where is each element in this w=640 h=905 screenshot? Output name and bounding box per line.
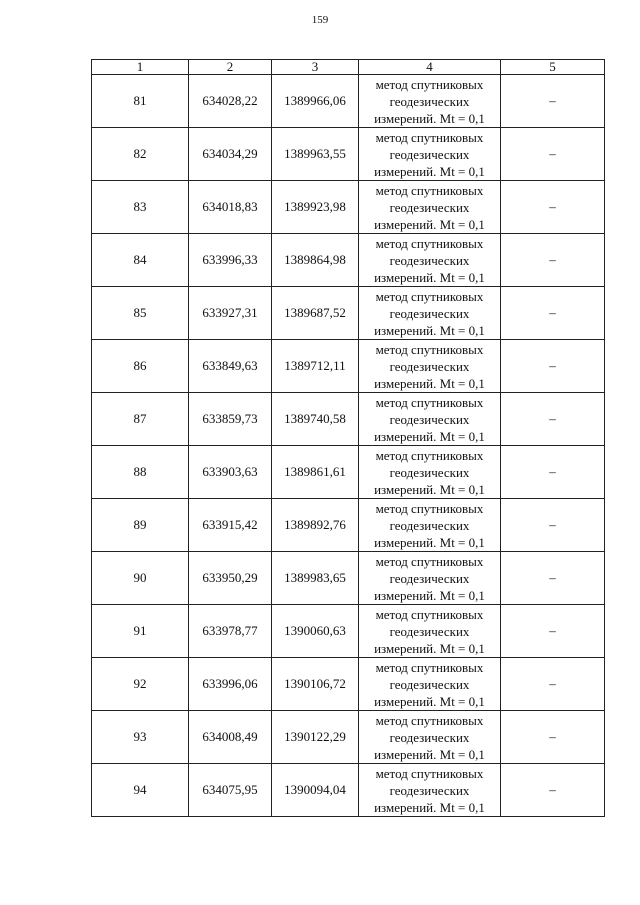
note-cell: – xyxy=(501,234,605,287)
method-line: измерений. Mt = 0,1 xyxy=(374,799,485,815)
method-line: метод спутниковых xyxy=(375,606,484,622)
method-line: измерений. Mt = 0,1 xyxy=(374,322,485,338)
y-coordinate-cell: 1389963,55 xyxy=(272,128,359,181)
method-line: метод спутниковых xyxy=(375,76,484,92)
method-line: метод спутниковых xyxy=(375,182,484,198)
method-line: геодезических xyxy=(389,358,470,374)
y-coordinate-cell: 1389861,61 xyxy=(272,446,359,499)
table-header xyxy=(92,60,605,75)
method-line: геодезических xyxy=(389,570,470,586)
method-line: измерений. Mt = 0,1 xyxy=(374,746,485,762)
point-number-cell: 90 xyxy=(92,552,189,605)
point-number-cell: 84 xyxy=(92,234,189,287)
x-coordinate-cell: 634075,95 xyxy=(189,764,272,817)
method-line: измерений. Mt = 0,1 xyxy=(374,428,485,444)
x-coordinate-cell: 633927,31 xyxy=(189,287,272,340)
method-line: геодезических xyxy=(389,199,470,215)
method-line: метод спутниковых xyxy=(375,553,484,569)
y-coordinate-cell: 1390060,63 xyxy=(272,605,359,658)
note-cell: – xyxy=(501,658,605,711)
method-line: метод спутниковых xyxy=(375,394,484,410)
method-line: измерений. Mt = 0,1 xyxy=(374,163,485,179)
method-cell xyxy=(359,658,501,711)
table-row xyxy=(92,711,605,764)
header-row xyxy=(92,60,605,75)
method-line: геодезических xyxy=(389,517,470,533)
method-cell xyxy=(359,128,501,181)
method-line: геодезических xyxy=(389,411,470,427)
method-line: метод спутниковых xyxy=(375,341,484,357)
y-coordinate-cell: 1389923,98 xyxy=(272,181,359,234)
point-number-cell: 94 xyxy=(92,764,189,817)
point-number-cell: 92 xyxy=(92,658,189,711)
method-line: измерений. Mt = 0,1 xyxy=(374,640,485,656)
table-body xyxy=(92,75,605,817)
note-cell: – xyxy=(501,711,605,764)
header-col-3: 3 xyxy=(272,60,359,75)
y-coordinate-cell: 1389983,65 xyxy=(272,552,359,605)
page-number: 159 xyxy=(311,14,329,26)
method-line: геодезических xyxy=(389,782,470,798)
y-coordinate-cell: 1389740,58 xyxy=(272,393,359,446)
y-coordinate-cell: 1390122,29 xyxy=(272,711,359,764)
table-row xyxy=(92,287,605,340)
method-cell xyxy=(359,340,501,393)
x-coordinate-cell: 634008,49 xyxy=(189,711,272,764)
y-coordinate-cell: 1389712,11 xyxy=(272,340,359,393)
method-line: измерений. Mt = 0,1 xyxy=(374,587,485,603)
x-coordinate-cell: 633996,06 xyxy=(189,658,272,711)
method-line: измерений. Mt = 0,1 xyxy=(374,481,485,497)
point-number-cell: 93 xyxy=(92,711,189,764)
note-cell: – xyxy=(501,75,605,128)
y-coordinate-cell: 1389864,98 xyxy=(272,234,359,287)
method-line: геодезических xyxy=(389,305,470,321)
table-row xyxy=(92,340,605,393)
method-cell xyxy=(359,499,501,552)
method-line: геодезических xyxy=(389,252,470,268)
method-line: геодезических xyxy=(389,146,470,162)
table-row xyxy=(92,764,605,817)
x-coordinate-cell: 634018,83 xyxy=(189,181,272,234)
coordinates-table xyxy=(91,59,605,817)
table-row xyxy=(92,446,605,499)
point-number-cell: 89 xyxy=(92,499,189,552)
table-row xyxy=(92,605,605,658)
method-line: метод спутниковых xyxy=(375,500,484,516)
note-cell: – xyxy=(501,128,605,181)
method-cell xyxy=(359,181,501,234)
method-line: измерений. Mt = 0,1 xyxy=(374,375,485,391)
table-row xyxy=(92,499,605,552)
method-line: метод спутниковых xyxy=(375,288,484,304)
point-number-cell: 86 xyxy=(92,340,189,393)
method-cell xyxy=(359,446,501,499)
method-line: геодезических xyxy=(389,93,470,109)
note-cell: – xyxy=(501,552,605,605)
header-col-2: 2 xyxy=(189,60,272,75)
table-row xyxy=(92,552,605,605)
x-coordinate-cell: 633849,63 xyxy=(189,340,272,393)
method-line: метод спутниковых xyxy=(375,129,484,145)
table-row xyxy=(92,393,605,446)
point-number-cell: 83 xyxy=(92,181,189,234)
table-row xyxy=(92,128,605,181)
point-number-cell: 81 xyxy=(92,75,189,128)
method-line: метод спутниковых xyxy=(375,447,484,463)
method-line: измерений. Mt = 0,1 xyxy=(374,110,485,126)
header-col-5: 5 xyxy=(501,60,605,75)
note-cell: – xyxy=(501,446,605,499)
x-coordinate-cell: 634034,29 xyxy=(189,128,272,181)
x-coordinate-cell: 634028,22 xyxy=(189,75,272,128)
method-line: измерений. Mt = 0,1 xyxy=(374,693,485,709)
x-coordinate-cell: 633903,63 xyxy=(189,446,272,499)
method-line: геодезических xyxy=(389,623,470,639)
method-cell xyxy=(359,75,501,128)
y-coordinate-cell: 1389966,06 xyxy=(272,75,359,128)
x-coordinate-cell: 633915,42 xyxy=(189,499,272,552)
method-line: метод спутниковых xyxy=(375,659,484,675)
method-cell xyxy=(359,393,501,446)
point-number-cell: 91 xyxy=(92,605,189,658)
x-coordinate-cell: 633859,73 xyxy=(189,393,272,446)
point-number-cell: 82 xyxy=(92,128,189,181)
y-coordinate-cell: 1389687,52 xyxy=(272,287,359,340)
x-coordinate-cell: 633950,29 xyxy=(189,552,272,605)
method-line: измерений. Mt = 0,1 xyxy=(374,269,485,285)
point-number-cell: 87 xyxy=(92,393,189,446)
y-coordinate-cell: 1390094,04 xyxy=(272,764,359,817)
method-line: измерений. Mt = 0,1 xyxy=(374,534,485,550)
method-cell xyxy=(359,764,501,817)
x-coordinate-cell: 633996,33 xyxy=(189,234,272,287)
header-col-4: 4 xyxy=(359,60,501,75)
note-cell: – xyxy=(501,340,605,393)
y-coordinate-cell: 1390106,72 xyxy=(272,658,359,711)
point-number-cell: 88 xyxy=(92,446,189,499)
method-line: геодезических xyxy=(389,464,470,480)
method-line: метод спутниковых xyxy=(375,235,484,251)
table-row xyxy=(92,658,605,711)
header-col-1: 1 xyxy=(92,60,189,75)
note-cell: – xyxy=(501,605,605,658)
method-cell xyxy=(359,552,501,605)
note-cell: – xyxy=(501,393,605,446)
note-cell: – xyxy=(501,764,605,817)
method-line: геодезических xyxy=(389,729,470,745)
point-number-cell: 85 xyxy=(92,287,189,340)
method-cell xyxy=(359,234,501,287)
method-cell xyxy=(359,711,501,764)
x-coordinate-cell: 633978,77 xyxy=(189,605,272,658)
table-row xyxy=(92,234,605,287)
method-cell xyxy=(359,287,501,340)
method-line: метод спутниковых xyxy=(375,712,484,728)
method-line: измерений. Mt = 0,1 xyxy=(374,216,485,232)
method-line: метод спутниковых xyxy=(375,765,484,781)
method-cell xyxy=(359,605,501,658)
note-cell: – xyxy=(501,181,605,234)
method-line: геодезических xyxy=(389,676,470,692)
y-coordinate-cell: 1389892,76 xyxy=(272,499,359,552)
table-row xyxy=(92,75,605,128)
note-cell: – xyxy=(501,499,605,552)
note-cell: – xyxy=(501,287,605,340)
table-row xyxy=(92,181,605,234)
